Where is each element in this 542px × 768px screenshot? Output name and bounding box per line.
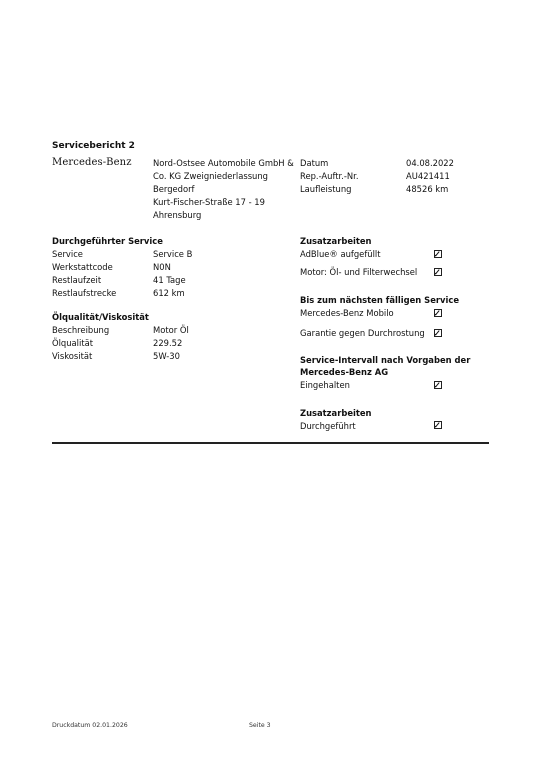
oil-row-value: 229.52 [153,338,183,348]
checkmark-icon [434,381,440,388]
next-service-item-label: Mercedes-Benz Mobilo [300,308,394,318]
interval-item-label: Eingehalten [300,380,350,390]
extras-item-label: AdBlue® aufgefüllt [300,249,381,259]
checkmark-icon [434,250,440,257]
checkbox-oil-change[interactable] [434,268,442,276]
meta-label-date: Datum [300,158,329,168]
oil-row-label: Ölqualität [52,338,94,348]
section-divider [52,442,489,444]
footer-print-date: Druckdatum 02.01.2026 [52,722,128,729]
meta-value-order: AU421411 [406,171,450,181]
extras2-heading: Zusatzarbeiten [300,408,372,418]
checkbox-rust-warranty[interactable] [434,329,442,337]
meta-label-mileage: Laufleistung [300,184,352,194]
next-service-item-label: Garantie gegen Durchrostung [300,328,425,338]
checkmark-icon [434,421,440,428]
service-row-value: Service B [153,249,193,259]
checkmark-icon [434,329,440,336]
checkmark-icon [434,309,440,316]
checkbox-adblue[interactable] [434,250,442,258]
extras-item-label: Motor: Öl- und Filterwechsel [300,267,418,277]
service-row-label: Werkstattcode [52,262,113,272]
meta-value-date: 04.08.2022 [406,158,454,168]
interval-heading-line2: Mercedes-Benz AG [300,367,389,377]
oil-row-value: Motor Öl [153,325,189,335]
next-service-heading: Bis zum nächsten fälligen Service [300,295,459,305]
extras2-item-label: Durchgeführt [300,421,356,431]
service-row-label: Restlaufzeit [52,275,102,285]
service-heading: Durchgeführter Service [52,236,163,246]
oil-row-value: 5W-30 [153,351,180,361]
meta-value-mileage: 48526 km [406,184,449,194]
oil-row-label: Viskosität [52,351,93,361]
service-row-value: 612 km [153,288,185,298]
checkmark-icon [434,268,440,275]
oil-row-label: Beschreibung [52,325,110,335]
dealer-line: Ahrensburg [153,210,202,220]
footer-page-number: Seite 3 [249,722,271,729]
oil-heading: Ölqualität/Viskosität [52,312,149,322]
meta-label-order: Rep.-Auftr.-Nr. [300,171,359,181]
report-title: Servicebericht 2 [52,141,135,151]
service-row-label: Restlaufstrecke [52,288,117,298]
checkbox-mobilo[interactable] [434,309,442,317]
brand-logo: Mercedes-Benz [52,157,132,168]
dealer-line: Bergedorf [153,184,195,194]
dealer-line: Kurt-Fischer-Straße 17 - 19 [153,197,265,207]
dealer-line: Nord-Ostsee Automobile GmbH & [153,158,294,168]
checkbox-interval-kept[interactable] [434,381,442,389]
service-row-value: 41 Tage [153,275,186,285]
dealer-line: Co. KG Zweigniederlassung [153,171,268,181]
interval-heading-line1: Service-Intervall nach Vorgaben der [300,355,471,365]
checkbox-performed[interactable] [434,421,442,429]
service-row-value: N0N [153,262,171,272]
service-row-label: Service [52,249,83,259]
extras-heading: Zusatzarbeiten [300,236,372,246]
